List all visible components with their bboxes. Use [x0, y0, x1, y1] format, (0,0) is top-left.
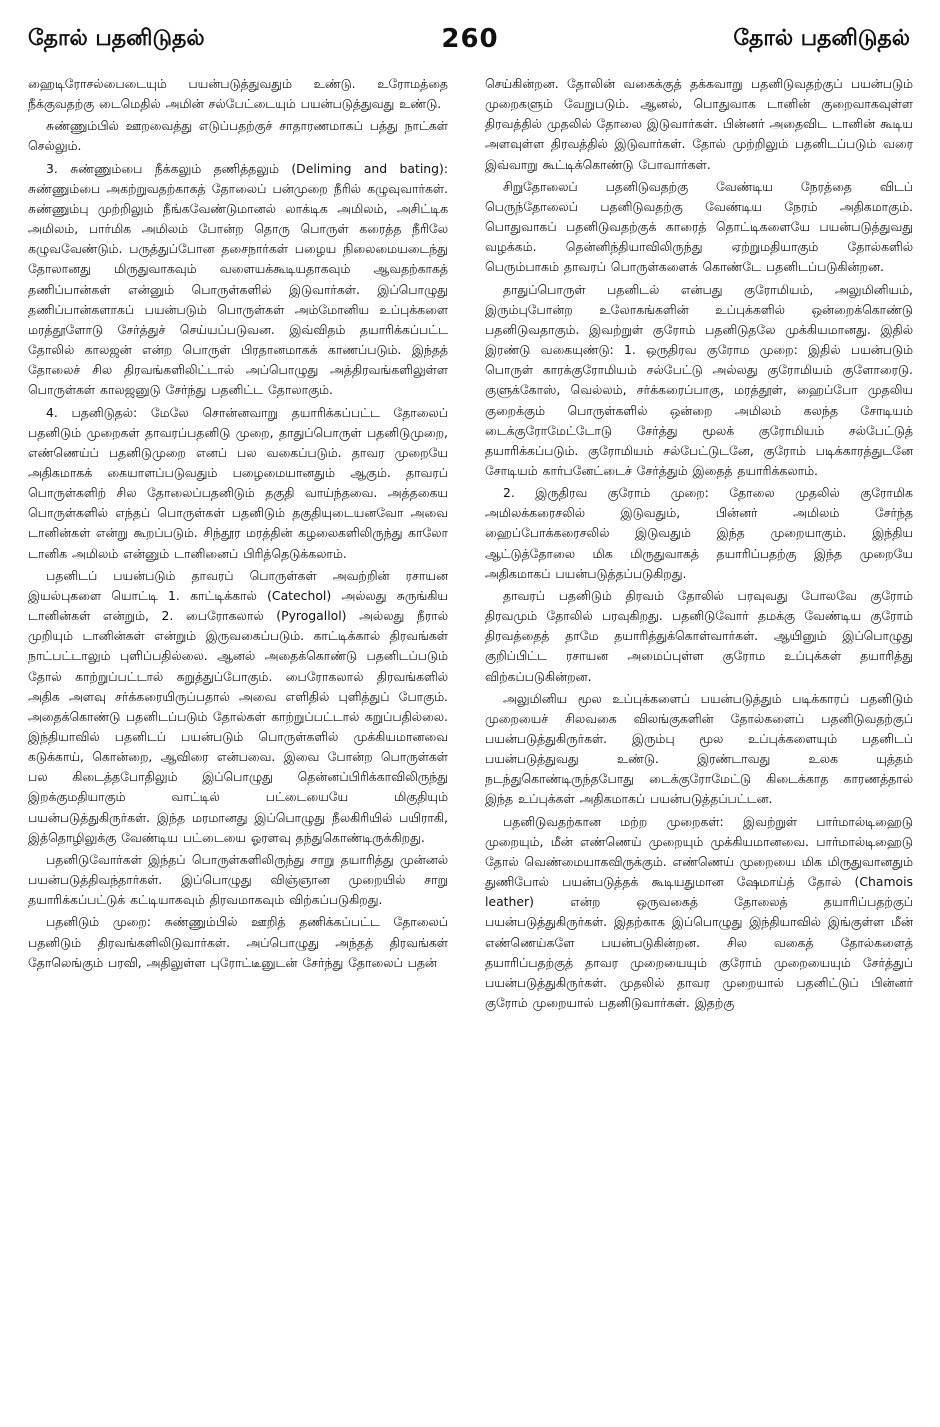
paragraph: ஹைடிரோசல்பைடையும் பயன்படுத்துவதும் உண்டு. உரோமத்தை நீக்குவதற்கு டைமெதில் அமின் சல்பேட்டையும் பயன்படுத்துவது உண்டு. — [28, 76, 448, 112]
paragraph: பதனிடும் முறை: சுண்ணும்பில் ஊறித் தணிக்கப்பட்ட தோலைப் பதனிடும் திரவங்களிலிடுவார்கள். அப்பொழுது அந்தத் திரவங்கள் தோலெங்கும் பரவி, அதிலுள்ள புரோட்டீனுடன் சேர்ந்து தோலைப் பதன் — [28, 914, 448, 970]
paragraph: செய்கின்றன. தோலின் வகைக்குத் தக்கவாறு பதனிடுவதற்குப் பயன்படும் முறைகளும் வேறுபடும். ஆனல், பொதுவாக டானின் குறைவாகவுள்ள திரவத்தில் முதலில் தோலை இடுவார்கள். பின்னர் அதைவிட டானின் கூடிய அளவுள்ள திரவத்தில் இடுவார்கள். தோல் முற்றிலும் பதனிடப்படும் வரை இவ்வாறு கூட்டிக்கொண்டு போவார்கள். — [485, 76, 913, 172]
running-title-right: தோல் பதனிடுதல் — [733, 26, 910, 51]
paragraph: பதனிடப் பயன்படும் தாவரப் பொருள்கள் அவற்றின் ரசாயன இயல்புகளை யொட்டி 1. காட்டிக்கால் (Catechol) அல்லது சுருங்கிய டானின்கள் என்றும், 2. பைரோகலால் (Pyrogallol) அல்லது நீரால் முறியும் டானின்கள் என்றும் இருவகைப்படும். காட்டிக்கால் திரவங்கள் நாட்பட்டாலும் புளிப்பதில்லை. ஆனல் அதைக்கொண்டு பதனிடப்படும் தோல் காற்றுப்பட்டால் கறுத்துப்போகும். பைரோகலால் திரவங்களில் அதிக அளவு சர்க்கரையிருப்பதால் அவை எளிதில் புளித்துப் போகும். அதைக்கொண்டு பதனிடப்படும் தோல்கள் காற்றுப்பட்டால் கறுப்பதில்லை. இந்தியாவில் பதனிடப் பயன்படும் பொருள்களில் முக்கியமானவை கடுக்காய், கொன்றை, ஆவிரை என்பவை. இவை போன்ற பொருள்கள் பல கிடைத்தபோதிலும் இப்பொழுது தென்னப்பிரிக்காவிலிருந்து இறக்குமதியாகும் வாட்டில் பட்டையையே மிகுதியும் பயன்படுத்துகிருர்கள். இந்த மரமானது இப்பொழுது நீலகிரியில் பயிராகி, இத்தொழிலுக்கு வேண்டிய பட்டையை ஓரளவு தந்துகொண்டிருக்கிறது. — [28, 567, 448, 845]
paragraph: சிறுதோலைப் பதனிடுவதற்கு வேண்டிய நேரத்தை விடப் பெருந்தோலைப் பதனிடுவதற்கு வேண்டிய நேரம் அதிகமாகும். பொதுவாகப் பதனிடுவதற்குக் காரைத் தொட்டிகளையே பயன்படுத்துவது வழக்கம். தென்னிந்தியாவிலிருந்து ஏற்றுமதியாகும் தோல்களில் பெரும்பாகம் தாவரப் பொருள்களைக் கொண்டே பதனிடப்படுகின்றன. — [485, 178, 913, 275]
paragraph: பதனிடுவோர்கள் இந்தப் பொருள்களிலிருந்து சாறு தயாரித்து முன்னல் பயன்படுத்திவந்தார்கள். இப்பொழுது விஞ்ஞான முறையில் சாறு தயாரிக்கப்பட்டுக் கட்டியாகவும் திரவமாகவும் விற்கப்படுகிறது. — [28, 851, 448, 908]
paragraph: பதனிடுவதற்கான மற்ற முறைகள்: இவற்றுள் பார்மால்டிஹைடு முறையும், மீன் எண்ணெய் முறையும் முக்கியமானவை. பார்மால்டிஹைடு தோல் வெண்மையாகவிருக்கும். எண்ணெய் முறையை மிக மிருதுவானதும் துணிபோல் பயன்படுத்தக் கூடியதுமான ஷேமாய்த் தோல் (Chamois leather) என்ற ஒருவகைத் தோலைத் தயாரிப்பதற்குப் பயன்படுத்துகிருர்கள். இதற்காக இப்பொழுது இந்தியாவில் இங்குள்ள மீன் எண்ணெய்களே பயன்படுகின்றன. சில வகைத் தோல்களைத் தயாரிப்பதற்குத் தாவர முறையையும் குரோம் முறையையும் சேர்த்துப் பயன்படுத்துகிருர்கள். முதலில் தாவர முறையால் பதனிட்டுப் பின்னர் குரோம் முறையால் பதனிடுவார்கள். இதற்கு — [485, 813, 913, 1011]
paragraph: தாவரப் பதனிடும் திரவம் தோலில் பரவுவது போலவே குரோம் திரவமும் தோலில் பரவுகிறது. பதனிடுவோர் தமக்கு வேண்டிய குரோம் திரவத்தைத் தாமே தயாரித்துக்கொள்வார்கள். ஆயினும் இப்பொழுது குறிப்பிட்ட ரசாயன அமைப்புள்ள குரோம உப்புக்கள் தயாரித்து விற்கப்படுகின்றன. — [485, 587, 913, 684]
paragraph: 2. இருதிரவ குரோம் முறை: தோலை முதலில் குரோமிக அமிலக்கரைசலில் இடுவதும், பின்னர் அமிலம் சேர்ந்த ஹைப்போக்கரைசலில் இடுவதும் இந்த முறையாகும். இந்திய ஆட்டுத்தோலை மிக மிருதுவாகத் தயாரிப்பதற்கு இந்த முறையே அதிகமாகப் பயன்படுத்தப்படுகிறது. — [485, 485, 913, 581]
right-column — [485, 74, 913, 1409]
paragraph: 4. பதனிடுதல்: மேலே சொன்னவாறு தயாரிக்கப்பட்ட தோலைப் பதனிடும் முறைகள் தாவரப்பதனிடு முறை, தாதுப்பொருள் பதனிடுமுறை, எண்ணெய்ப் பதனிடுமுறை எனப் பல வகைப்படும். தாவர முறையே அதிகமாகக் கையாளப்படுவதும் பழைமையானதும் ஆகும். தாவரப் பொருள்களிற் சில தோலைப்பதனிடும் தகுதி வாய்ந்தவை. அத்தகைய பொருள்களில் எந்தப் பொருள்கள் பதனிடும் தகுதியுடையனவோ அவை டானின்கள் என்று கூறப்படும். சிந்தூர மரத்தின் கழலைகளிலிருந்து காலோ டானிக அமிலம் என்னும் டானினைப் பிரித்தெடுக்கலாம். — [28, 404, 448, 561]
page-header — [0, 26, 940, 66]
left-column — [28, 74, 448, 1409]
paragraph: சுண்ணும்பில் ஊறவைத்து எடுப்பதற்குச் சாதாரணமாகப் பத்து நாட்கள் செல்லும். — [28, 118, 448, 154]
paragraph: 3. சுண்ணும்பை நீக்கலும் தணித்தலும் (Deliming and bating): சுண்ணும்பை அகற்றுவதற்காகத் தோலைப் பன்முறை நீரில் கழுவுவார்கள். சுண்ணும்பு முற்றிலும் நீங்கவேண்டுமானல் லாக்டிக அமிலம், அசிட்டிக அமிலம், பார்மிக அமிலம் போன்ற தொரு பொருள் கரைத்த நீரிலே கழுவவேண்டும். பருத்துப்போன தசைநார்கள் பழைய நிலைமையடைந்து தோலானது மிருதுவாகவும் வளையக்கூடியதாகவும் ஆவதற்காகத் தணிப்பான்கள் என்னும் பொருள்களில் இடுவார்கள். இப்பொழுது தணிப்பான்களாகப் பயன்படும் பொருள்கள் அம்மோனிய உப்புக்களை மரத்தூளோடு சேர்த்துச் செய்யப்படுவன. இவ்விதம் தயாரிக்கப்பட்ட தோலில் காலஜன் என்ற பொருள் பிரதானமாகக் காணப்படும். இந்தத் தோலைச் சில திரவங்களிலிட்டால் அப்பொழுது அத்திரவங்களிலுள்ள பொருள்கள் காலஜனுடு சேர்ந்து பதனிட்ட தோலாகும். — [28, 160, 448, 398]
paragraph: தாதுப்பொருள் பதனிடல் என்பது குரோமியம், அலுமினியம், இரும்புபோன்ற உலோகங்களின் உப்புக்களில் ஒன்றைக்கொண்டு பதனிடுவதாகும். இவற்றுள் குரோம் பதனிடுதலே முக்கியமானது. இதில் இரண்டு வகையுண்டு: 1. ஒருதிரவ குரோம முறை: இதில் பயன்படும் பொருள் காரக்குரோமியம் சல்பேட்டு அல்லது குரோமியம் குளோரைடு. குளுக்கோஸ், வெல்லம், சர்க்கரைப்பாகு, மரத்தூள், ஹைப்போ முதலிய குறைக்கும் பொருள்களில் ஒன்றை அமிலம் கலந்த சோடியம் டைக்குரோமேட்டோடு சேர்த்து மூலக் குரோமியம் சல்பேட்டுத் தயாரிக்கப்படும். குரோமியம் சல்பேட்டுடனே, குரோம் படிக்காரத்துடனே சோடியம் கார்பனேட்டைச் சேர்த்தும் இதைத் தயாரிக்கலாம். — [485, 281, 913, 478]
page-number: 260 — [441, 24, 499, 54]
running-title-left: தோல் பதனிடுதல் — [28, 26, 205, 51]
paragraph: அலுமினிய மூல உப்புக்களைப் பயன்படுத்தும் படிக்காரப் பதனிடும் முறையைச் சிலவகை விலங்குகளின் தோல்களைப் பதனிடுவதற்குப் பயன்படுத்துகிருர்கள். இரும்பு மூல உப்புக்களையும் பதனிடப் பயன்படுத்துவது உண்டு. இரண்டாவது உலக யுத்தம் நடந்துகொண்டிருந்தபோது டைக்குரோமேட்டு கிடைக்காத காரணத்தால் இந்த உப்புக்கள் அதிகமாகப் பயன்படுத்தப்பட்டன. — [485, 690, 913, 807]
